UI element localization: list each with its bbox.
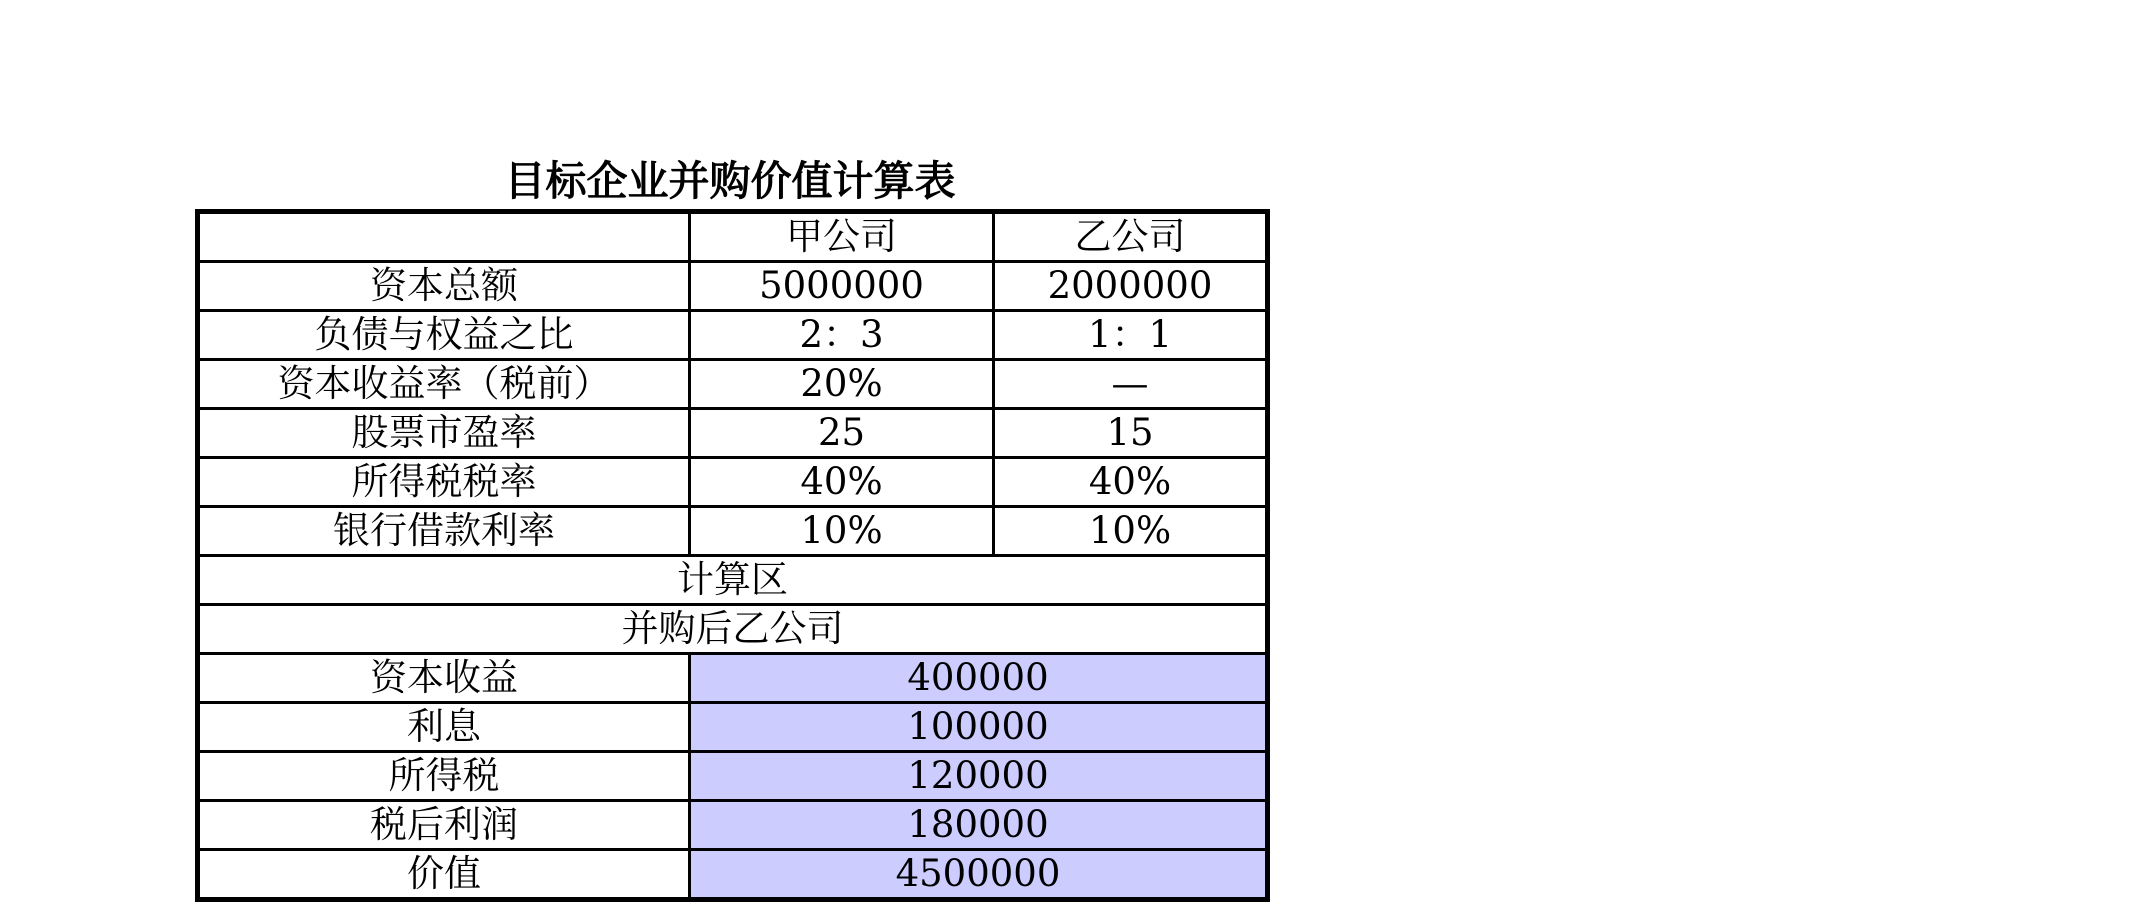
row-label[interactable]: 股票市盈率	[198, 409, 690, 458]
table-row	[198, 409, 1268, 458]
result-row	[198, 703, 1268, 752]
company-b-cell[interactable]: 40%	[994, 458, 1268, 507]
calculation-table	[195, 209, 1270, 902]
table-row	[198, 360, 1268, 409]
result-row	[198, 850, 1268, 900]
header-blank-cell[interactable]	[198, 212, 690, 262]
subsection-header[interactable]: 并购后乙公司	[198, 605, 1268, 654]
header-row	[198, 212, 1268, 262]
result-row	[198, 801, 1268, 850]
result-row	[198, 654, 1268, 703]
header-company-a[interactable]: 甲公司	[690, 212, 994, 262]
result-value-cell[interactable]: 100000	[690, 703, 1268, 752]
row-label[interactable]: 资本收益率（税前）	[198, 360, 690, 409]
company-b-cell[interactable]: 2000000	[994, 262, 1268, 311]
row-label[interactable]: 所得税税率	[198, 458, 690, 507]
company-a-cell[interactable]: 5000000	[690, 262, 994, 311]
company-a-cell[interactable]: 40%	[690, 458, 994, 507]
company-a-cell[interactable]: 10%	[690, 507, 994, 556]
row-label[interactable]: 负债与权益之比	[198, 311, 690, 360]
row-label[interactable]: 价值	[198, 850, 690, 900]
header-company-b[interactable]: 乙公司	[994, 212, 1268, 262]
result-value-cell[interactable]: 120000	[690, 752, 1268, 801]
company-b-cell[interactable]: 15	[994, 409, 1268, 458]
result-value-cell[interactable]: 400000	[690, 654, 1268, 703]
row-label[interactable]: 银行借款利率	[198, 507, 690, 556]
result-value-cell[interactable]: 180000	[690, 801, 1268, 850]
company-b-cell[interactable]: —	[994, 360, 1268, 409]
subsection-header-row	[198, 605, 1268, 654]
row-label[interactable]: 资本总额	[198, 262, 690, 311]
section-header[interactable]: 计算区	[198, 556, 1268, 605]
company-a-cell[interactable]: 20%	[690, 360, 994, 409]
table-row	[198, 458, 1268, 507]
company-a-cell[interactable]: 25	[690, 409, 994, 458]
section-header-row	[198, 556, 1268, 605]
sheet-title: 目标企业并购价值计算表	[504, 157, 956, 205]
table-row	[198, 507, 1268, 556]
company-b-cell[interactable]: 10%	[994, 507, 1268, 556]
row-label[interactable]: 税后利润	[198, 801, 690, 850]
row-label[interactable]: 资本收益	[198, 654, 690, 703]
table-row	[198, 262, 1268, 311]
table-row	[198, 311, 1268, 360]
row-label[interactable]: 利息	[198, 703, 690, 752]
result-row	[198, 752, 1268, 801]
company-a-cell[interactable]: 2：3	[690, 311, 994, 360]
result-value-cell[interactable]: 4500000	[690, 850, 1268, 900]
company-b-cell[interactable]: 1：1	[994, 311, 1268, 360]
row-label[interactable]: 所得税	[198, 752, 690, 801]
